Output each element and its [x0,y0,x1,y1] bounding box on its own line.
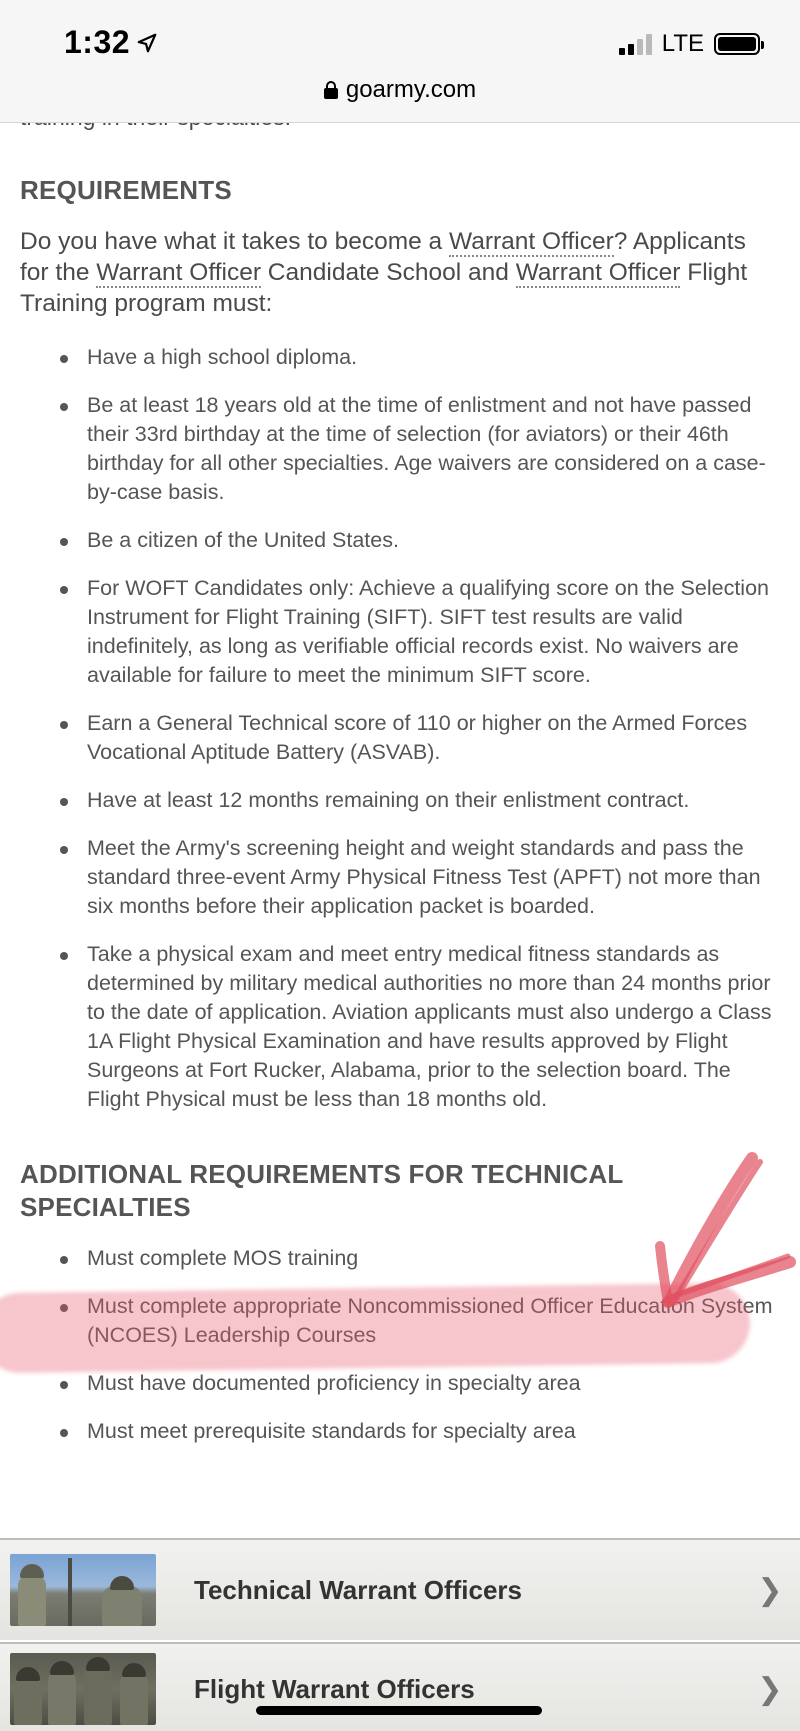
list-item: Be a citizen of the United States. [20,526,780,555]
network-type: LTE [661,30,704,57]
home-indicator[interactable] [256,1706,542,1715]
chevron-right-icon: ❯ [757,1672,783,1706]
requirements-intro [20,226,780,319]
tile-label: Flight Warrant Officers [194,1673,475,1704]
address-bar[interactable] [0,76,800,104]
list-item: Have at least 12 months remaining on their enlistment contract. [20,786,780,815]
tile-label: Technical Warrant Officers [194,1574,522,1605]
technical-warrant-officers-link[interactable] [0,1538,800,1640]
requirements-heading: REQUIREMENTS [20,175,232,205]
list-item: Be at least 18 years old at the time of enlistment and not have passed their 33rd birthday at the time of selection (for aviators) or their 46th birthday for all other specialties. Age waivers are considered on a case-by-case basis. [20,391,780,507]
url-domain: goarmy.com [345,76,477,103]
intro-text: Do you have what it takes to become a [20,228,449,255]
location-arrow-icon [136,32,158,54]
list-item: Must complete MOS training [20,1244,780,1273]
requirements-list [20,343,780,1114]
list-item: Meet the Army's screening height and weight standards and pass the standard three-event Army Physical Fitness Test (APFT) not more than six months before their application packet is boarded. [20,834,780,921]
intro-text: Candidate School and [261,259,516,286]
warrant-officer-term[interactable]: Warrant Officer [515,259,681,286]
technical-soldiers-thumbnail [10,1554,156,1626]
status-time: 1:32 [64,24,131,60]
lock-icon [324,81,338,99]
warrant-officer-term[interactable]: Warrant Officer [449,228,614,255]
list-item: Earn a General Technical score of 110 or higher on the Armed Forces Vocational Aptitude Battery (ASVAB). [20,709,780,767]
status-indicators [619,30,760,58]
warrant-officer-term[interactable]: Warrant Officer [96,259,261,286]
cellular-signal-icon [619,33,652,55]
list-item: Have a high school diploma. [20,343,780,372]
flight-warrant-officers-link[interactable] [0,1642,800,1731]
list-item: Must have documented proficiency in specialty area [20,1369,780,1398]
main-content [20,175,780,1465]
battery-icon [714,33,760,55]
status-time-group [64,24,158,61]
list-item: Take a physical exam and meet entry medical fitness standards as determined by military medical authorities no more than 24 months prior to the date of application. Aviation applicants must also undergo a Class 1A Flight Physical Examination and have results approved by Flight Surgeons at Fort Rucker, Alabama, prior to the selection board. The Flight Physical must be less than 18 months old. [20,940,780,1114]
list-item: For WOFT Candidates only: Achieve a qualifying score on the Selection Instrument for Flight Training (SIFT). SIFT test results are valid indefinitely, as long as verifiable official records exist. No waivers are available for failure to meet the minimum SIFT score. [20,574,780,690]
additional-requirements-heading: ADDITIONAL REQUIREMENTS FOR TECHNICAL SPECIALTIES [20,1159,624,1222]
chevron-right-icon: ❯ [757,1573,783,1607]
list-item: Must meet prerequisite standards for specialty area [20,1417,780,1446]
intro-text: Flight Training program must: [20,259,748,317]
flight-soldiers-thumbnail [10,1653,156,1725]
intro-text: ? Applicants for the [20,228,746,286]
browser-chrome [0,0,800,123]
list-item-highlighted: Must complete appropriate Noncommissioned Officer Education System (NCOES) Leadership Courses [20,1292,780,1350]
additional-requirements-list [20,1244,780,1446]
